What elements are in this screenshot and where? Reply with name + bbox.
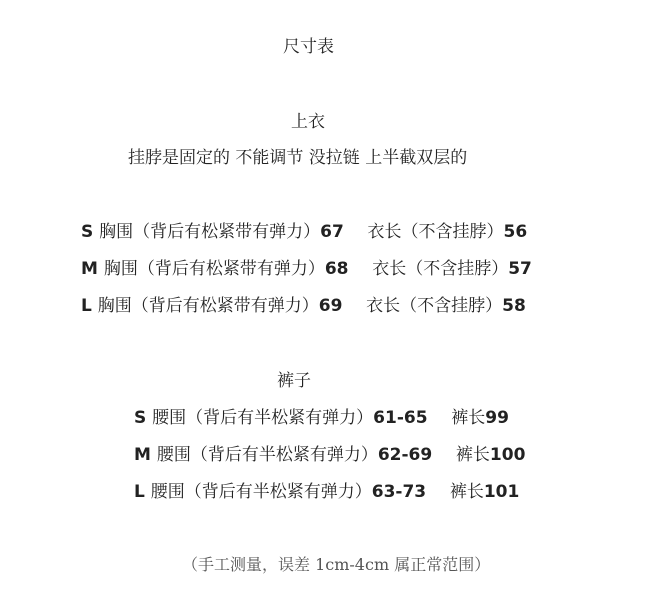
length-label: 衣长（不含挂脖） xyxy=(367,222,504,242)
chest-label: 胸围（背后有松紧带有弹力） xyxy=(103,259,325,279)
length-label: 衣长（不含挂脖） xyxy=(366,296,503,316)
pants-row-l xyxy=(134,481,519,503)
chest-label: 胸围（背后有松紧带有弹力） xyxy=(97,296,319,316)
size-label: L xyxy=(81,296,92,316)
pants-length-value: 99 xyxy=(485,408,509,428)
measurement-note: （手工测量，误差 1cm-4cm 属正常范围） xyxy=(182,555,491,574)
size-label: M xyxy=(81,259,98,279)
length-value: 57 xyxy=(508,259,532,279)
pants-length-label: 裤长 xyxy=(449,482,484,502)
pants-length-label: 裤长 xyxy=(455,445,490,465)
pants-row-s xyxy=(134,407,509,429)
top-note: 挂脖是固定的 不能调节 没拉链 上半截双层的 xyxy=(128,148,468,168)
length-value: 56 xyxy=(503,222,528,242)
chest-label: 胸围（背后有松紧带有弹力） xyxy=(99,222,321,242)
waist-value: 62-69 xyxy=(377,445,433,465)
pants-length-label: 裤长 xyxy=(451,408,486,428)
waist-label: 腰围（背后有半松紧有弹力） xyxy=(152,408,374,428)
size-label: M xyxy=(134,445,151,465)
pants-length-value: 101 xyxy=(483,482,520,502)
length-value: 58 xyxy=(502,296,526,316)
page-title: 尺寸表 xyxy=(283,37,334,57)
chest-value: 69 xyxy=(318,296,343,316)
size-label: S xyxy=(134,408,147,428)
top-row-l xyxy=(81,295,526,317)
waist-label: 腰围（背后有半松紧有弹力） xyxy=(156,445,378,465)
length-label: 衣长（不含挂脖） xyxy=(372,259,509,279)
top-row-m xyxy=(81,258,532,280)
chest-value: 68 xyxy=(324,259,349,279)
waist-value: 63-73 xyxy=(371,482,427,502)
pants-row-m xyxy=(134,444,525,466)
size-label: L xyxy=(134,482,145,502)
top-heading: 上衣 xyxy=(291,112,325,132)
waist-value: 61-65 xyxy=(373,408,428,428)
waist-label: 腰围（背后有半松紧有弹力） xyxy=(150,482,372,502)
top-row-s xyxy=(81,221,527,243)
pants-heading: 裤子 xyxy=(277,371,311,391)
chest-value: 67 xyxy=(320,222,344,242)
size-label: S xyxy=(81,222,94,242)
pants-length-value: 100 xyxy=(489,445,526,465)
